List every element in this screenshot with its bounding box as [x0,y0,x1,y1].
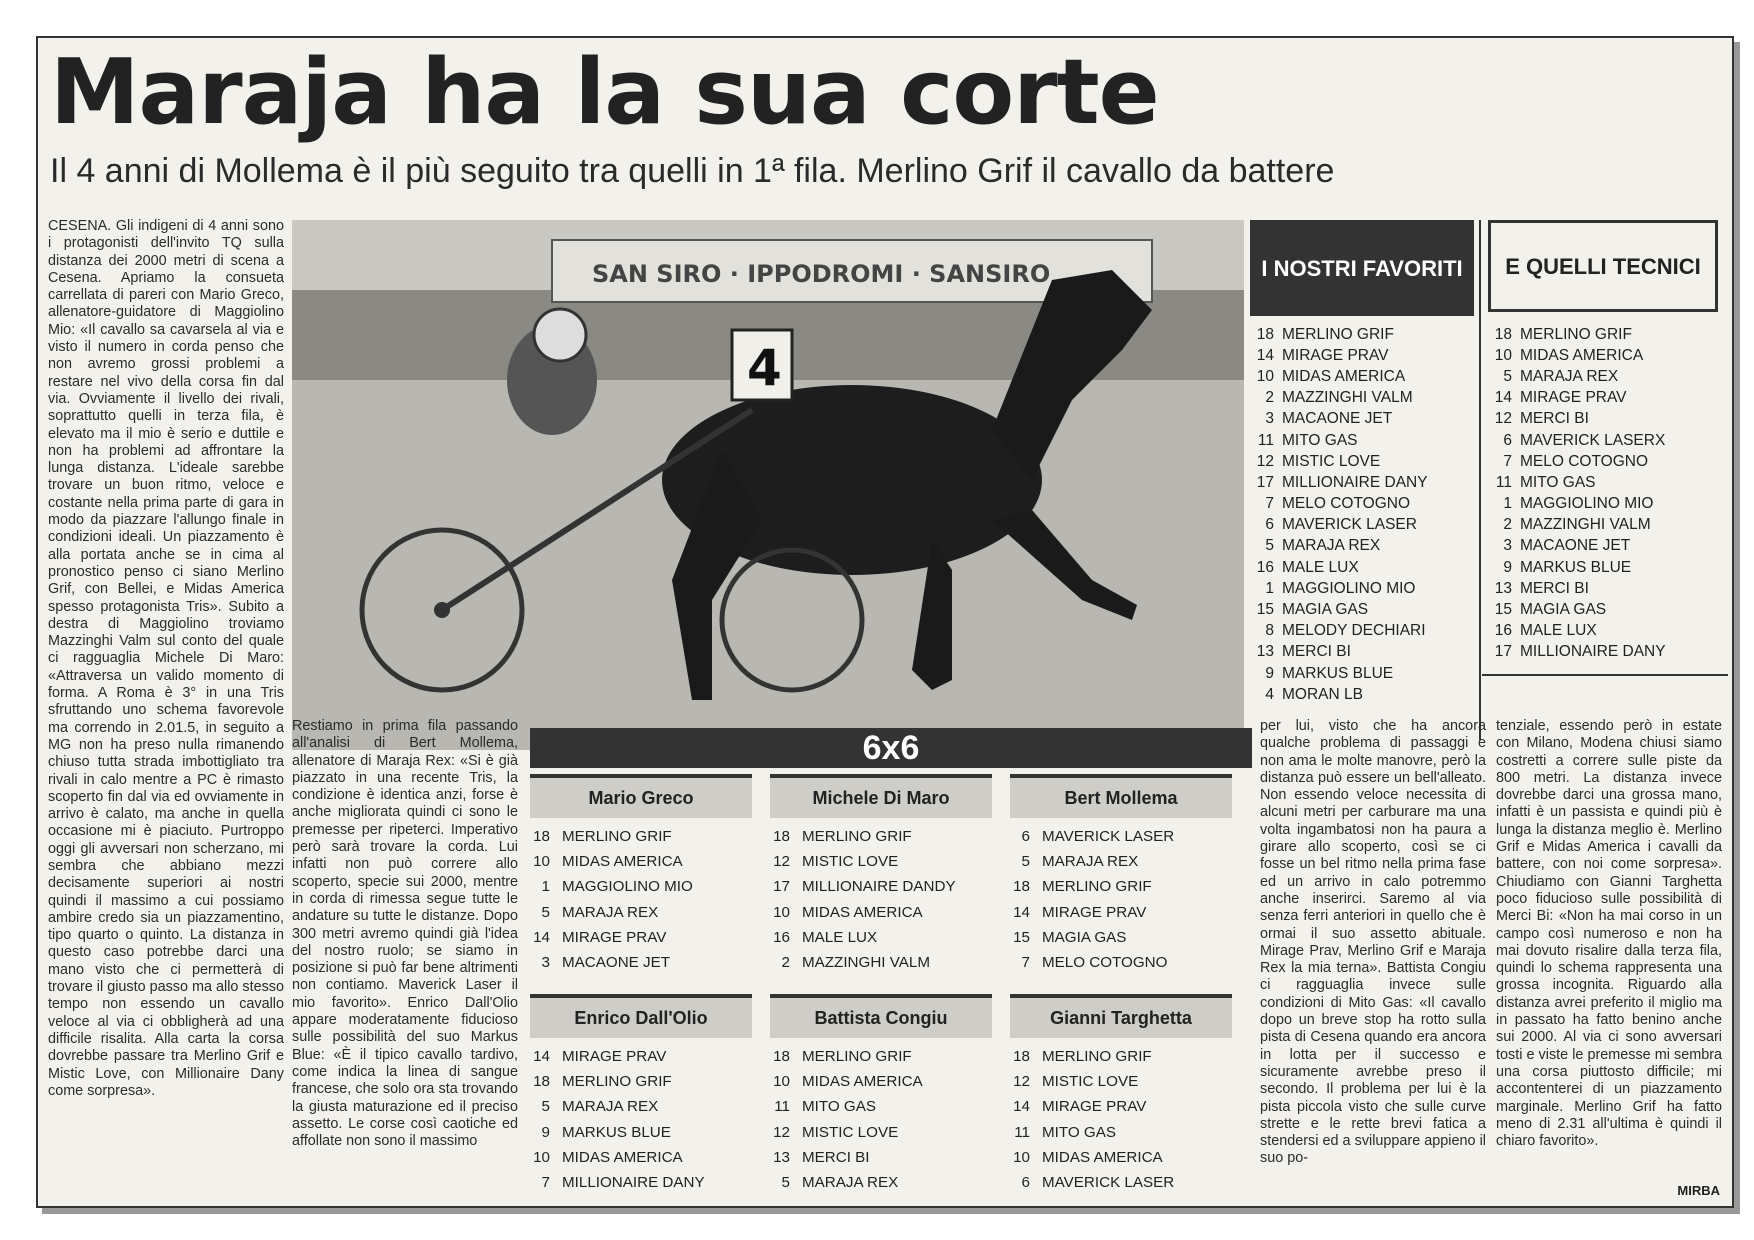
column-divider [1479,220,1481,740]
list-item: 12 MISTIC LOVE [1013,1073,1139,1091]
list-item: 6 MAVERICK LASER [1021,1174,1175,1192]
photo-banner-text: SAN SIRO · IPPODROMI · SANSIRO [592,260,1051,288]
tipster-picks-targhetta [1006,1044,1236,1195]
photo-harness-race [292,220,1244,750]
favoriti-list [1244,324,1474,705]
tipster-picks-congiu [766,1044,996,1195]
list-item: 13 MERCI BI [1256,643,1351,661]
tecnici-list [1482,324,1712,663]
tecnici-bottom-rule [1482,674,1728,676]
list-item: 9 MARKUS BLUE [541,1123,671,1141]
tipster-picks-mollema [1006,824,1236,975]
list-item: 6 MAVERICK LASERX [1503,431,1666,449]
list-item: 18 MERLINO GRIF [1256,325,1394,343]
list-item: 14 MIRAGE PRAV [533,928,667,946]
list-item: 6 MAVERICK LASER [1265,516,1417,534]
list-item: 12 MISTIC LOVE [773,853,899,871]
saddle-cloth-number: 4 [747,339,782,397]
list-item: 13 MERCI BI [773,1148,870,1166]
list-item: 3 MACAONE JET [541,954,671,972]
list-item: 9 MARKUS BLUE [1265,664,1394,682]
tipster-name-dallolio: Enrico Dall'Olio [530,994,752,1038]
article-column-2: Restiamo in prima fila passando all'analisi di Bert Mollema, allenatore di Maraja Rex: «Si è già piazzato in una recente Tris, la condizione è identica anzi, forse è anche migliorata quindi ci sono le premesse per ripeterci. Imperativo però sarà trovare la corda. Lui infatti non può correre allo scoperto, specie sui 2000, mentre in corda di rimessa segue tutte le andature su tutte le distanze. Dopo 300 metri avremo quindi già l'idea del nostro ruolo; se siamo in posizione si può far bene altrimenti non contiamo. Maverick Laser il mio favorito». Enrico Dall'Olio appare moderatamente fiducioso sulle possibilità del suo Markus Blue: «È il tipico cavallo tardivo, come indica la linea di sangue francese, che solo ora sta trovando la giusta maturazione ed il preciso assetto. Le corse così caotiche ed affollate non sono il massimo [292,718,518,1150]
list-item: 11 MITO GAS [1495,473,1596,491]
sixbysix-header: 6x6 [530,728,1252,768]
tipster-picks-dallolio [526,1044,756,1195]
list-item: 1 MAGGIOLINO MIO [541,878,693,896]
list-item: 1 MAGGIOLINO MIO [1265,579,1416,597]
list-item: 18 MERLINO GRIF [533,1073,672,1091]
list-item: 12 MISTIC LOVE [773,1123,899,1141]
list-item: 1 MAGGIOLINO MIO [1503,495,1654,513]
list-item: 14 MIRAGE PRAV [1013,903,1147,921]
article-column-1: CESENA. Gli indigeni di 4 anni sono i protagonisti dell'invito TQ sulla distanza dei 2000 metri di scena a Cesena. Apriamo la consueta carrellata di pareri con Mario Greco, allenatore-guidatore di Maggiolino Mio: «Il cavallo sa cavarsela al via e visto il numero in corda penso che non avremo grossi problemi a restare nel vivo della corsa fin dal via. Ovviamente il livello dei rivali, soprattutto quelli in terza fila, è elevato ma il mio è serio e duttile e non ha problemi ad affrontare la lunga distanza. L'ideale sarebbe trovare un buon ritmo, veloce e costante nella prima parte di gara in modo da piazzare l'allungo finale in condizioni ideali. Un piazzamento è alla portata anche se in cima al pronostico penso ci siano Merlino Grif, con Bellei, e Midas America spesso protagonista Tris». Subito a destra di Maggiolino troviamo Mazzinghi Valm sul conto del quale ci ragguaglia Michele Di Maro: «Attraversa un valido momento di forma. A Roma è 3° in una Tris sfruttando uno schema favorevole ma correndo in 2.01.5, in seguito a MG non ha preso nulla rimanendo chiuso tutta strada imbottigliato tra rivali in calo mentre a PC è rimasto scoperto fin dal via ed ovviamente in arrivo è calato, ma anche in quella occasione mi è piaciuto. Purtroppo oggi gli avversari non scherzano, mi sembra che abbiano mezzi decisamente superiori ai nostri quindi il massimo a cui possiamo ambire credo sia un piazzamentino, tipo quarto o quinto. La distanza in questo caso potrebbe darci una mano visto che ci permetterà di trovare il giusto passo ma allo stesso tempo non essendo un cavallo veloce al via ci obbligherà ad una difficile risalita. Alla carta la corsa dovrebbe passare tra Merlino Grif e Mistic Love, con Millionaire Dany come sorpresa». [48,218,284,1099]
list-item: 18 MERLINO GRIF [1494,325,1632,343]
tipster-picks-dimaro [766,824,996,975]
list-item: 12 MERCI BI [1494,410,1589,428]
article-column-4: tenziale, essendo però in estate con Milano, Modena chiusi siamo costretti a correre sulle piste da 800 metri. La distanza invece dovrebbe darci una grossa mano, infatti è un passista e quindi più è lunga la distanza meglio è. Merlino Grif e Midas America i cavalli da battere, con noi come sorpresa». Chiudiamo con Gianni Targhetta poco fiducioso sulle possibilità di Merci Bi: «Non ha mai corso in un campo così numeroso e non ha mai dovuto risalire dalla terza fila, quindi lo schema rappresenta una grossa incognita. Riguardo alla distanza avrei preferito il miglio ma in passato ha fatto benino anche sui 2000. Al via ci sono avversari tosti e viste le premesse mi sembra una corsa piuttosto difficile; mi accontenterei di un piazzamento marginale. Merlino Grif ha fatto meno di 2.31 all'ultima è quindi il chiaro favorito». [1496,718,1722,1150]
list-item: 7 MELO COTOGNO [1265,495,1411,513]
list-item: 9 MARKUS BLUE [1503,558,1632,576]
favoriti-header: I NOSTRI FAVORITI [1250,220,1474,316]
list-item: 8 MELODY DECHIARI [1265,622,1426,640]
list-item: 2 MAZZINGHI VALM [1265,389,1413,407]
list-item: 10 MIDAS AMERICA [1494,346,1644,364]
list-item: 14 MIRAGE PRAV [1256,346,1389,364]
list-item: 10 MIDAS AMERICA [533,1148,683,1166]
newspaper-page [36,36,1734,1208]
list-item: 7 MELO COTOGNO [1021,954,1168,972]
list-item: 16 MALE LUX [773,928,878,946]
list-item: 18 MERLINO GRIF [773,828,912,846]
list-item: 15 MAGIA GAS [1013,928,1127,946]
list-item: 3 MACAONE JET [1265,410,1393,428]
list-item: 14 MIRAGE PRAV [533,1048,667,1066]
list-item: 10 MIDAS AMERICA [773,903,923,921]
list-item: 13 MERCI BI [1494,579,1589,597]
list-item: 11 MITO GAS [774,1098,876,1116]
list-item: 16 MALE LUX [1494,622,1597,640]
list-item: 2 MAZZINGHI VALM [1503,516,1651,534]
tipster-name-dimaro: Michele Di Maro [770,774,992,818]
article-column-3: per lui, visto che ha ancora qualche problema di passaggi e non ama le molte manovre, però la distanza può essere un bell'alleato. Non essendo veloce necessita di alcuni metri per carburare ma una volta ingambatosi non ha paura a girare allo scoperto, così se ci fosse un bel ritmo nella prima fase ed un arrivo in calo potremmo anche inserirci. Saremo al via senza ferri anteriori in quello che è ormai il suo assetto abituale. Mirage Prav, Merlino Grif e Maraja Rex la mia terna». Battista Congiu ci ragguaglia invece sulle condizioni di Mito Gas: «Il cavallo dopo un breve stop ha rotto sulla pista di Cesena quando era ancora in lotta per il successo e sicuramente avrebbe preso il secondo. Il problema per lui è la pista piccola visto che sulle curve strette e le rette brevi fatica a stendersi ed a sviluppare appieno il suo po- [1260,718,1486,1167]
list-item: 5 MARAJA REX [1021,853,1139,871]
author-signature: MIRBA [1677,1183,1720,1198]
list-item: 10 MIDAS AMERICA [533,853,683,871]
list-item: 15 MAGIA GAS [1494,601,1607,619]
list-item: 18 MERLINO GRIF [1013,1048,1152,1066]
list-item: 7 MILLIONAIRE DANY [541,1174,705,1192]
list-item: 11 MITO GAS [1014,1123,1116,1141]
list-item: 5 MARAJA REX [781,1174,899,1192]
tipster-name-targhetta: Gianni Targhetta [1010,994,1232,1038]
list-item: 18 MERLINO GRIF [1013,878,1152,896]
horse-photo-graphic [292,220,1244,750]
tipster-name-congiu: Battista Congiu [770,994,992,1038]
tipster-picks-greco [526,824,756,975]
list-item: 17 MILLIONAIRE DANY [1494,643,1666,661]
list-item: 17 MILLIONAIRE DANY [1256,473,1428,491]
list-item: 18 MERLINO GRIF [533,828,672,846]
list-item: 2 MAZZINGHI VALM [781,954,930,972]
list-item: 15 MAGIA GAS [1256,601,1369,619]
tipster-name-mollema: Bert Mollema [1010,774,1232,818]
tipster-name-greco: Mario Greco [530,774,752,818]
list-item: 4 MORAN LB [1265,685,1363,703]
list-item: 14 MIRAGE PRAV [1494,389,1627,407]
list-item: 18 MERLINO GRIF [773,1048,912,1066]
list-item: 11 MITO GAS [1257,431,1358,449]
list-item: 10 MIDAS AMERICA [773,1073,923,1091]
subheadline: Il 4 anni di Mollema è il più seguito tra quelli in 1ª fila. Merlino Grif il cavallo da battere [50,152,1335,190]
list-item: 12 MISTIC LOVE [1256,452,1381,470]
list-item: 10 MIDAS AMERICA [1013,1148,1163,1166]
headline: Maraja ha la sua corte [50,40,1159,145]
list-item: 5 MARAJA REX [541,1098,659,1116]
list-item: 7 MELO COTOGNO [1503,452,1649,470]
list-item: 5 MARAJA REX [1503,367,1619,385]
list-item: 10 MIDAS AMERICA [1256,367,1406,385]
list-item: 17 MILLIONAIRE DANDY [773,878,956,896]
list-item: 5 MARAJA REX [1265,537,1381,555]
list-item: 14 MIRAGE PRAV [1013,1098,1147,1116]
list-item: 5 MARAJA REX [541,903,659,921]
list-item: 16 MALE LUX [1256,558,1359,576]
list-item: 6 MAVERICK LASER [1021,828,1175,846]
list-item: 3 MACAONE JET [1503,537,1631,555]
tecnici-header: E QUELLI TECNICI [1488,220,1718,312]
